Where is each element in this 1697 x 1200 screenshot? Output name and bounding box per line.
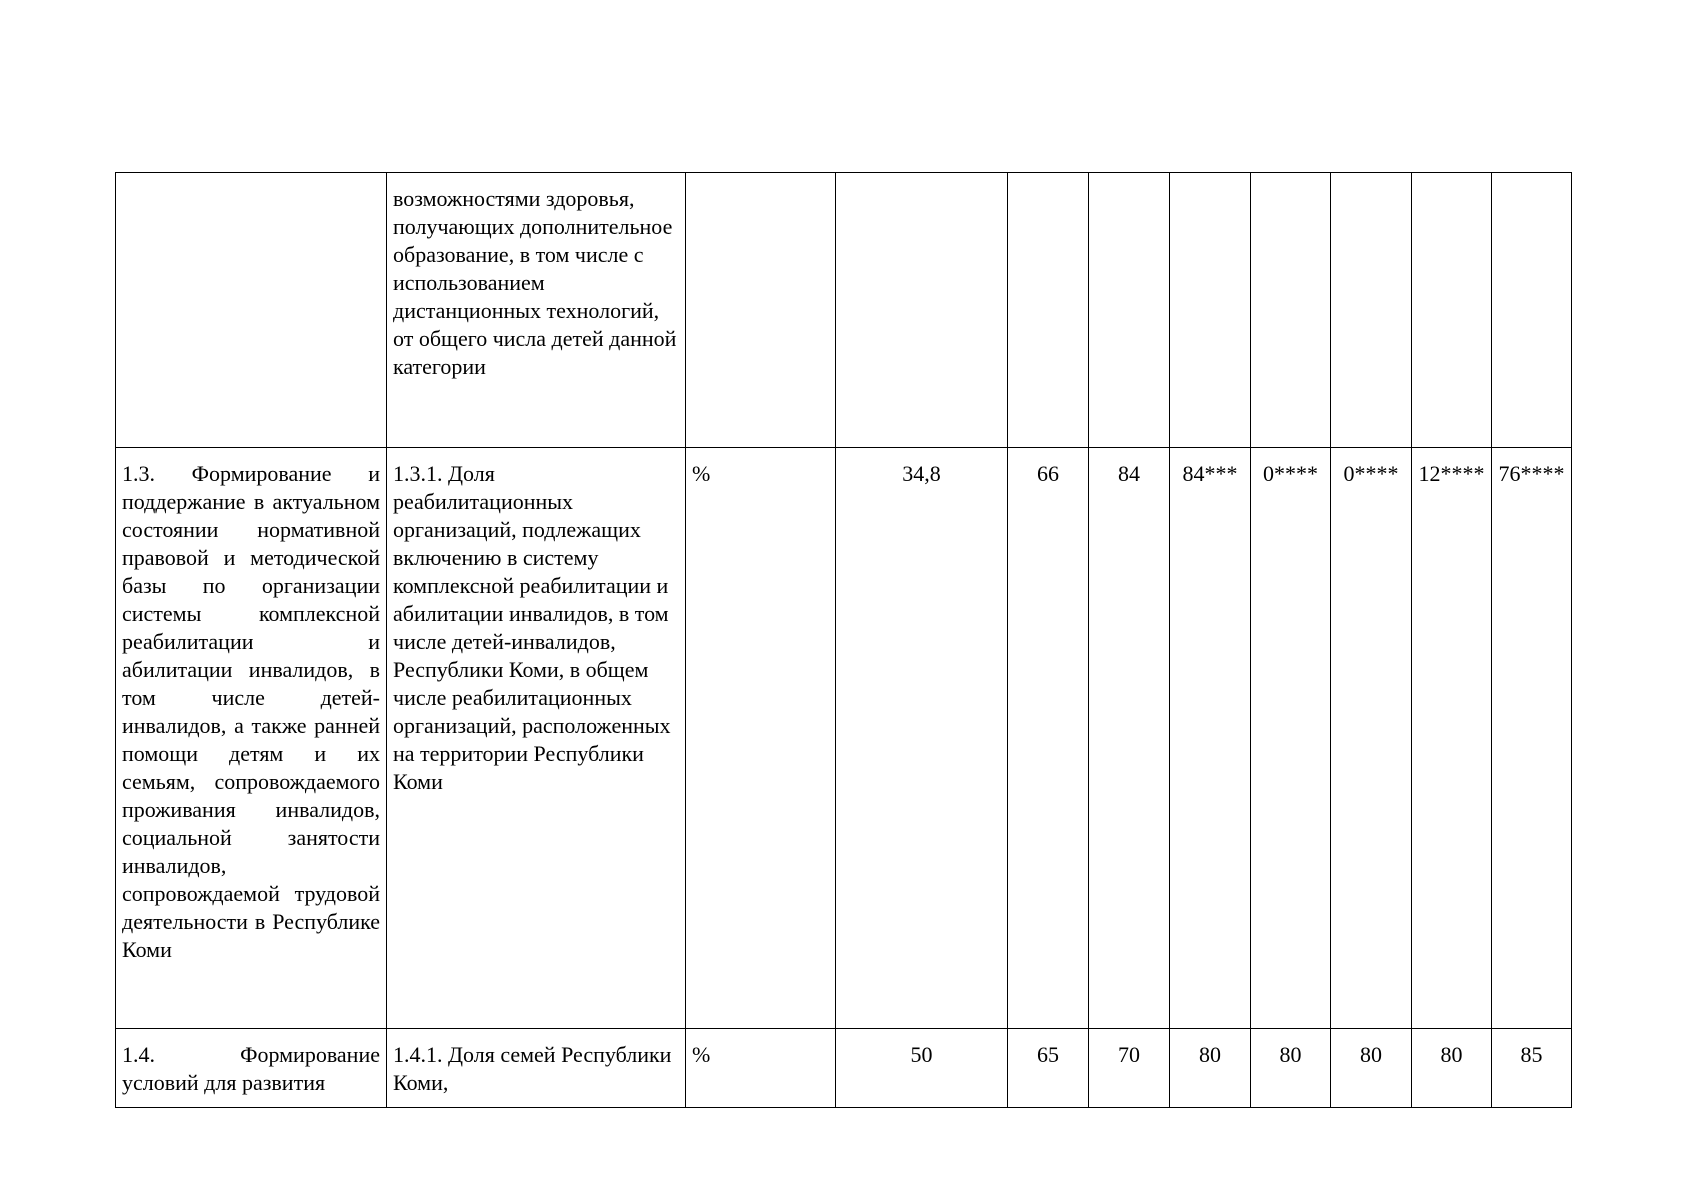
unit-cell <box>686 173 836 448</box>
value-cell: 76**** <box>1492 448 1572 1029</box>
value-cell <box>1089 173 1170 448</box>
task-cell: 1.4. Формирование условий для развития <box>116 1029 387 1108</box>
task-cell <box>116 173 387 448</box>
value-cell <box>1412 173 1492 448</box>
value-cell: 80 <box>1251 1029 1331 1108</box>
value-cell: 65 <box>1008 1029 1089 1108</box>
value-cell: 80 <box>1331 1029 1412 1108</box>
task-cell: 1.3. Формирование и поддержание в актуальном состоянии нормативной правовой и методической базы по организации системы комплексной реабилитации и абилитации инвалидов, в том числе детей-инвалидов, а также ранней помощи детям и их семьям, сопровождаемого проживания инвалидов, социальной занятости инвалидов, сопровождаемой трудовой деятельности в Республике Коми <box>116 448 387 1029</box>
value-cell: 80 <box>1170 1029 1251 1108</box>
table-row <box>116 173 1572 448</box>
indicator-cell: возможностями здоровья, получающих дополнительное образование, в том числе с использованием дистанционных технологий, от общего числа детей данной категории <box>387 173 686 448</box>
value-cell <box>1492 173 1572 448</box>
indicator-cell: 1.4.1. Доля семей Республики Коми, <box>387 1029 686 1108</box>
unit-cell: % <box>686 1029 836 1108</box>
value-cell-base <box>836 173 1008 448</box>
value-cell: 0**** <box>1331 448 1412 1029</box>
indicators-table <box>115 172 1572 1108</box>
value-cell: 85 <box>1492 1029 1572 1108</box>
value-cell-base: 34,8 <box>836 448 1008 1029</box>
value-cell: 0**** <box>1251 448 1331 1029</box>
value-cell <box>1331 173 1412 448</box>
value-cell <box>1251 173 1331 448</box>
value-cell: 66 <box>1008 448 1089 1029</box>
value-cell <box>1008 173 1089 448</box>
table-row <box>116 1029 1572 1108</box>
value-cell-base: 50 <box>836 1029 1008 1108</box>
value-cell: 80 <box>1412 1029 1492 1108</box>
table-row <box>116 448 1572 1029</box>
value-cell: 84 <box>1089 448 1170 1029</box>
unit-cell: % <box>686 448 836 1029</box>
value-cell: 70 <box>1089 1029 1170 1108</box>
value-cell: 84*** <box>1170 448 1251 1029</box>
value-cell <box>1170 173 1251 448</box>
value-cell: 12**** <box>1412 448 1492 1029</box>
indicator-cell: 1.3.1. Доля реабилитационных организаций, подлежащих включению в систему комплексной реабилитации и абилитации инвалидов, в том числе детей-инвалидов, Республики Коми, в общем числе реабилитационных организаций, расположенных на территории Республики Коми <box>387 448 686 1029</box>
